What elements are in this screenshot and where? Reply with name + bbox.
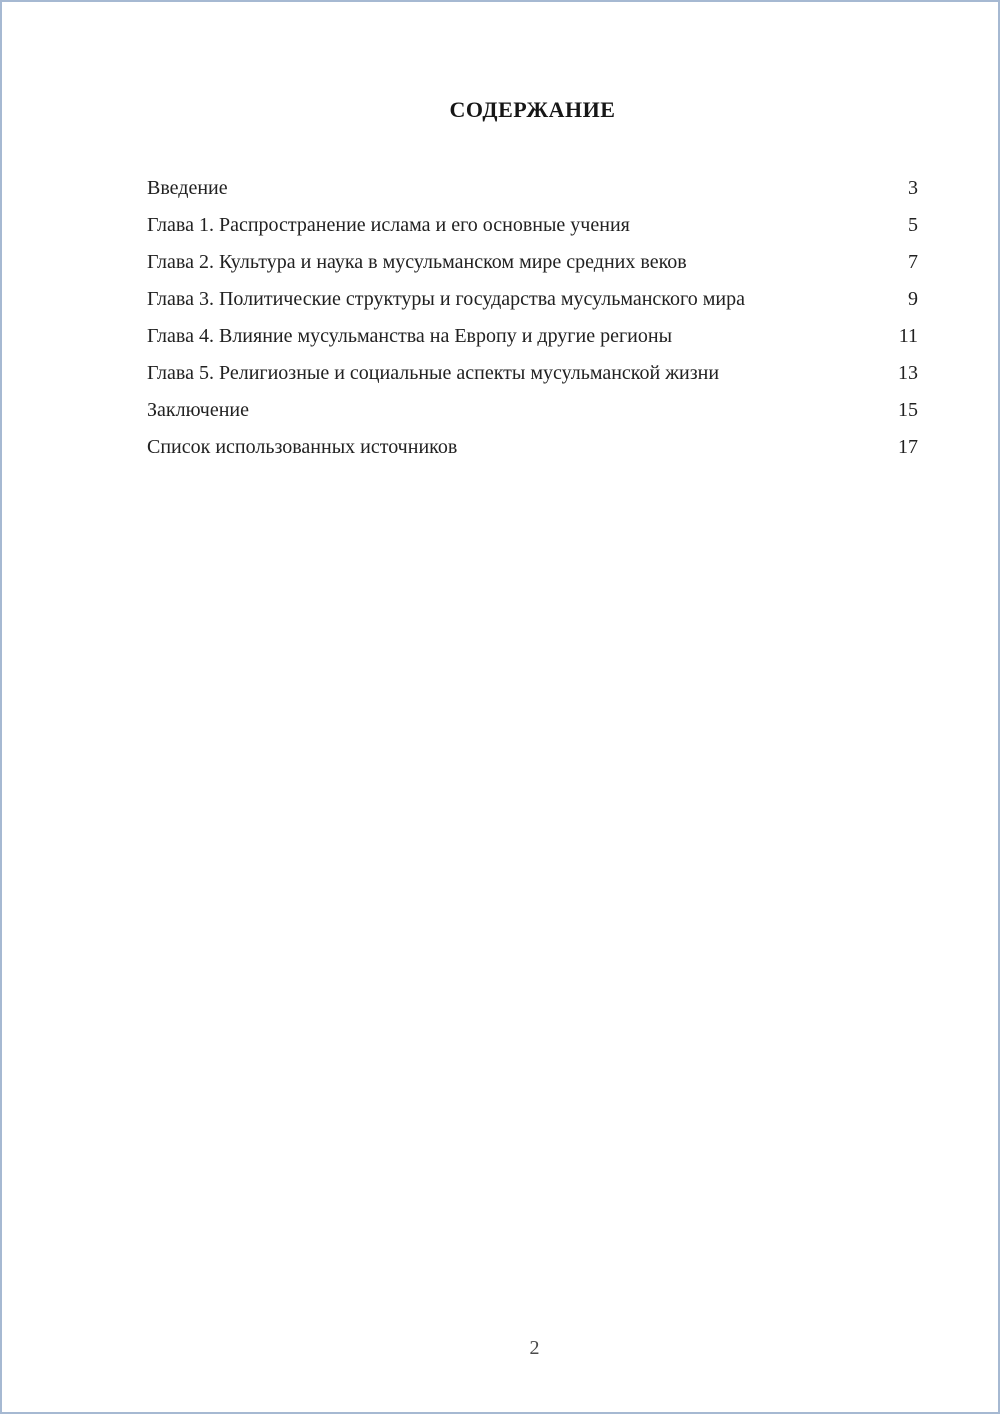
- toc-entry-page: 17: [898, 436, 918, 458]
- toc-entry-page: 13: [898, 362, 918, 384]
- toc-entry-title: Глава 3. Политические структуры и государства мусульманского мира: [147, 288, 745, 310]
- toc-entry-chapter-5: [147, 360, 918, 386]
- toc-entry-title: Список использованных источников: [147, 436, 458, 458]
- toc-entry-conclusion: [147, 397, 918, 423]
- toc-entry-page: 3: [908, 177, 918, 199]
- toc-entry-chapter-3: [147, 286, 918, 312]
- toc-entry-page: 7: [908, 251, 918, 273]
- toc-entry-title: Глава 1. Распространение ислама и его основные учения: [147, 214, 630, 236]
- page-title: СОДЕРЖАНИЕ: [449, 97, 616, 122]
- toc-entry-title: Глава 4. Влияние мусульманства на Европу и другие регионы: [147, 325, 673, 347]
- toc-entry-title: Заключение: [147, 399, 249, 421]
- toc-entry-chapter-1: [147, 212, 918, 238]
- toc-entry-title: Глава 2. Культура и наука в мусульманском мире средних веков: [147, 251, 687, 273]
- table-of-contents: [147, 175, 918, 460]
- page-number: 2: [529, 1337, 540, 1359]
- toc-entry-page: 5: [908, 214, 918, 236]
- toc-entry-page: 11: [898, 325, 918, 347]
- toc-entry-title: Глава 5. Религиозные и социальные аспекты мусульманской жизни: [147, 362, 720, 384]
- toc-entry-title: Введение: [147, 177, 228, 199]
- toc-entry-page: 15: [898, 399, 918, 421]
- toc-entry-chapter-2: [147, 249, 918, 275]
- toc-entry-sources: [147, 434, 918, 460]
- toc-entry-chapter-4: [147, 323, 918, 349]
- toc-entry-introduction: [147, 175, 918, 201]
- toc-entry-page: 9: [908, 288, 918, 310]
